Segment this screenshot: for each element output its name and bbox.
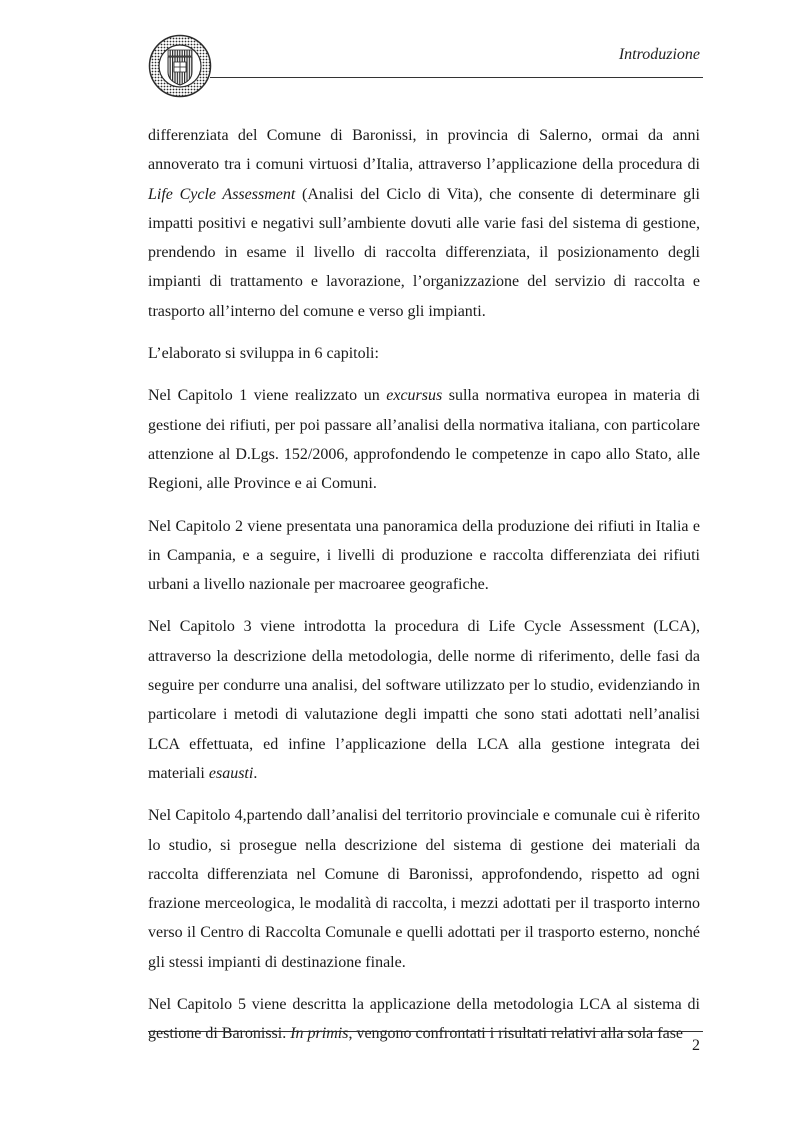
text-run: Nel Capitolo 3 viene introdotta la procedura di Life Cycle Assessment (LCA), attraverso la descrizione della metodologia, delle norme di riferimento, delle fasi da seguire per condurre una analisi, del software utilizzato per lo studio, evidenziando in particolare i metodi di valutazione degli impatti che sono stati adottati nell’analisi LCA effettuata, ed infine l’applicazione della LCA alla gestione integrata dei materiali (148, 618, 700, 782)
header-rule (210, 77, 703, 78)
italic-text: excursus (386, 387, 443, 405)
paragraph (148, 339, 700, 368)
university-seal-logo (148, 34, 212, 98)
text-run: Nel Capitolo 4,partendo dall’analisi del territorio provinciale e comunale cui è riferito lo studio, si prosegue nella descrizione del sistema di gestione dei materiali da raccolta differenziata nel Comune di Baronissi, approfondendo, rispetto ad ogni frazione merceologica, le modalità di raccolta, i mezzi adottati per il trasporto interno verso il Centro di Raccolta Comunale e quelli adottati per il trasporto esterno, nonché gli stessi impianti di destinazione finale. (148, 807, 700, 971)
italic-text: Life Cycle Assessment (148, 185, 296, 203)
footer-rule (148, 1031, 703, 1032)
italic-text: esausti (208, 764, 254, 782)
body-text (148, 121, 700, 1062)
page-number: 2 (692, 1037, 700, 1054)
text-run: Nel Capitolo 1 viene realizzato un (148, 387, 387, 405)
paragraph (148, 990, 700, 1049)
text-run: L’elaborato si sviluppa in 6 capitoli: (148, 345, 379, 363)
paragraph (148, 381, 700, 498)
paragraph (148, 612, 700, 788)
paragraph (148, 512, 700, 600)
text-run: (Analisi del Ciclo di Vita), che consente di determinare gli impatti positivi e negativi sull’ambiente dovuti alle varie fasi del sistema di gestione, prendendo in esame il livello di raccolta differenziata, il posizionamento degli impianti di trattamento e lavorazione, l’organizzazione del servizio di raccolta e trasporto all’interno del comune e verso gli impianti. (148, 185, 700, 320)
text-run: sulla normativa europea in materia di gestione dei rifiuti, per poi passare all’analisi della normativa italiana, con particolare attenzione al D.Lgs. 152/2006, approfondendo le competenze in capo allo Stato, alle Regioni, alle Province e ai Comuni. (148, 387, 701, 493)
text-run: . (253, 764, 258, 782)
text-run: Nel Capitolo 5 viene descritta la applicazione della metodologia LCA al sistema di gestione di Baronissi. (148, 996, 700, 1043)
text-run: , vengono confrontati i risultati relativi alla sola fase (348, 1025, 684, 1043)
text-run: differenziata del Comune di Baronissi, in provincia di Salerno, ormai da anni annoverato tra i comuni virtuosi d’Italia, attraverso l’applicazione della procedura di (148, 127, 700, 174)
paragraph (148, 121, 700, 326)
italic-text: In primis (290, 1025, 349, 1043)
running-header-title: Introduzione (618, 46, 700, 63)
paragraph (148, 801, 700, 977)
seal-icon (148, 34, 212, 98)
text-run: Nel Capitolo 2 viene presentata una panoramica della produzione dei rifiuti in Italia e in Campania, e a seguire, i livelli di produzione e raccolta differenziata dei rifiuti urbani a livello nazionale per macroaree geografiche. (148, 517, 700, 594)
